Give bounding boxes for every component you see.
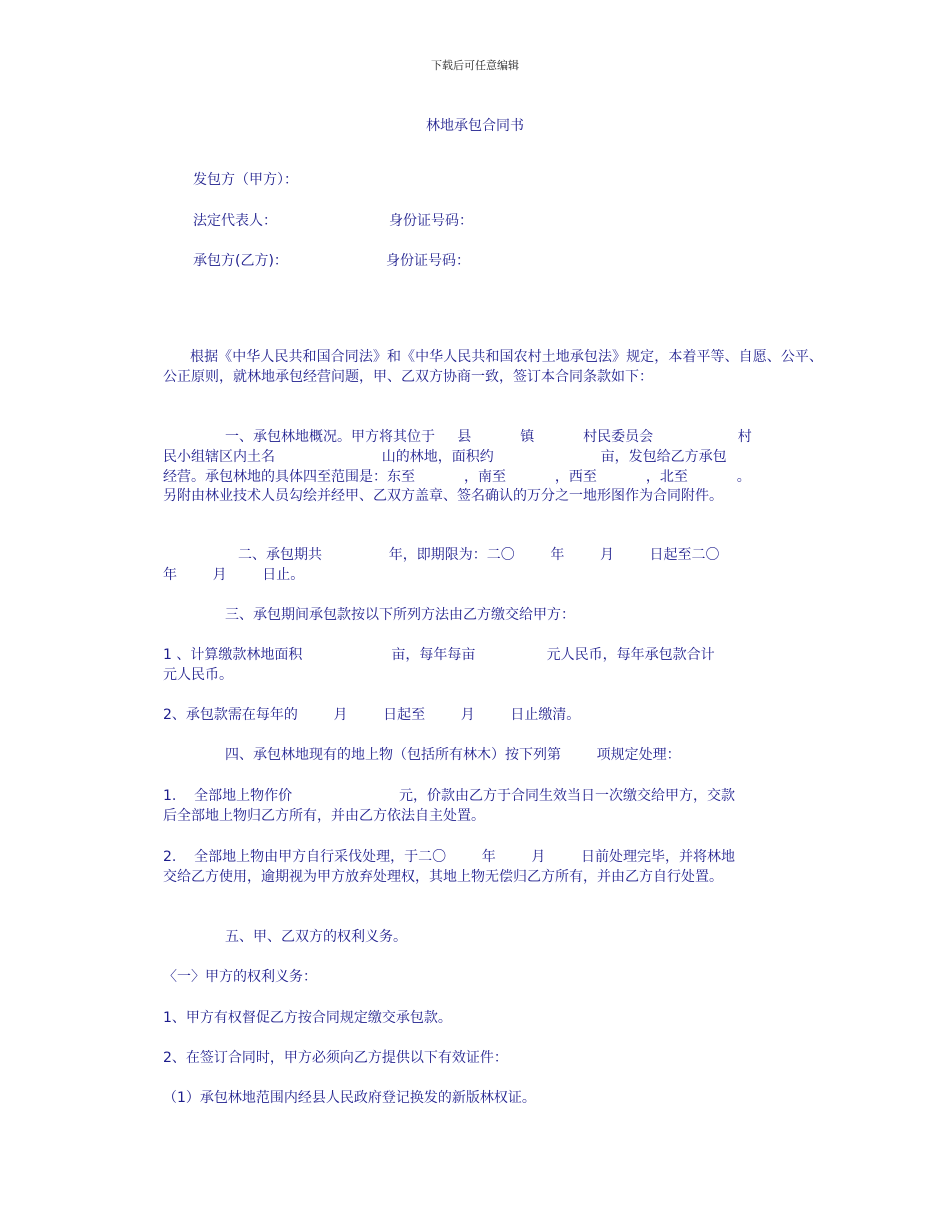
article5-sub1: 〈一〉甲方的权利义务： [163, 969, 317, 985]
article5-item2-1: （1）承包林地范围内经县人民政府登记换发的新版林权证。 [163, 1090, 536, 1106]
article2-line2: 年 月 日止。 [163, 567, 305, 583]
id-number-label-1: 身份证号码： [389, 213, 473, 229]
article1-line2: 民小组辖区内土名 山的林地，面积约 亩，发包给乙方承包 [163, 449, 727, 465]
article3-intro: 三、承包期间承包款按以下所列方法由乙方缴交给甲方： [225, 607, 575, 623]
article5-item2: 2、在签订合同时，甲方必须向乙方提供以下有效证件： [163, 1050, 508, 1066]
article3-item1-line1: 1 、计算缴款林地面积 亩，每年每亩 元人民币，每年承包款合计 [163, 647, 715, 663]
article4-item2-line1: 2. 全部地上物由甲方自行采伐处理，于二〇 年 月 日前处理完毕，并将林地 [163, 849, 735, 865]
document-title: 林地承包合同书 [426, 118, 524, 134]
article4-item1-line1: 1. 全部地上物作价 元，价款由乙方于合同生效当日一次缴交给甲方，交款 [163, 788, 735, 804]
article1-line3: 经营。承包林地的具体四至范围是：东至 ，南至 ，西至 ，北至 。 [163, 469, 751, 485]
article5-item1: 1、甲方有权督促乙方按合同规定缴交承包款。 [163, 1010, 452, 1026]
article4-intro: 四、承包林地现有的地上物（包括所有林木）按下列第 项规定处理： [225, 747, 681, 763]
article3-item2: 2、承包款需在每年的 月 日起至 月 日止缴清。 [163, 707, 581, 723]
id-number-label-2: 身份证号码： [386, 253, 470, 269]
legal-rep-label: 法定代表人： [193, 213, 277, 229]
article1-line1: 一、承包林地概况。甲方将其位于 县 镇 村民委员会 村 [225, 429, 752, 445]
article4-item1-line2: 后全部地上物归乙方所有，并由乙方依法自主处置。 [163, 808, 485, 824]
article4-item2-line2: 交给乙方使用，逾期视为甲方放弃处理权，其地上物无偿归乙方所有，并由乙方自行处置。 [163, 869, 723, 885]
article1-line4: 另附由林业技术人员勾绘并经甲、乙双方盖章、签名确认的万分之一地形图作为合同附件。 [163, 488, 723, 504]
article2-line1: 二、承包期共 年，即期限为：二〇 年 月 日起至二〇 [238, 547, 720, 563]
preamble-paragraph: 根据《中华人民共和国合同法》和《中华人民共和国农村土地承包法》规定，本着平等、自愿、公平、公正原则，就林地承包经营问题，甲、乙双方协商一致，签订本合同条款如下： [163, 349, 823, 385]
page-header-note: 下载后可任意编辑 [431, 59, 519, 72]
issuer-label: 发包方（甲方）： [193, 172, 298, 188]
article3-item1-line2: 元人民币。 [163, 667, 233, 683]
contractor-label: 承包方(乙方)： [193, 253, 288, 269]
article5-intro: 五、甲、乙双方的权利义务。 [225, 929, 407, 945]
